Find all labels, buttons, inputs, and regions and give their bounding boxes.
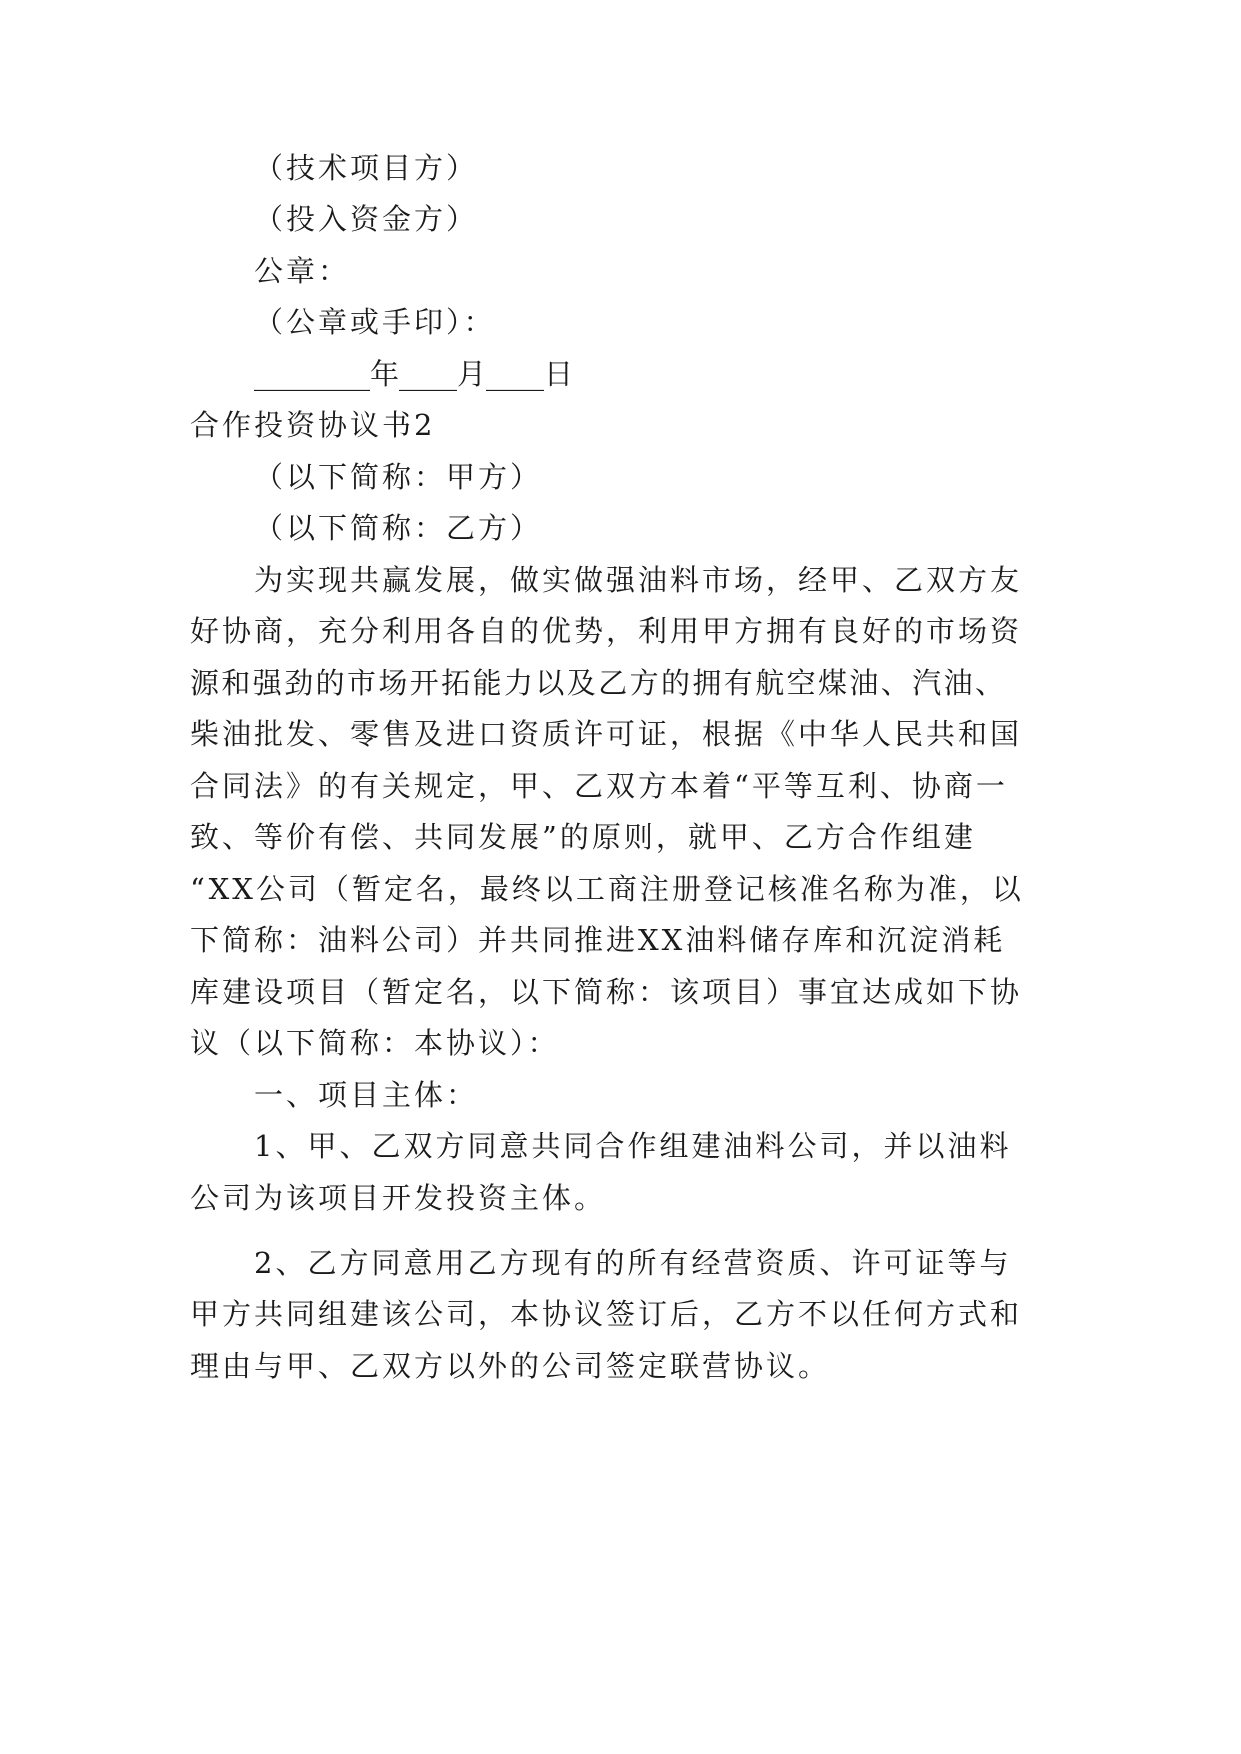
preamble-line: 为实现共赢发展，做实做强油料市场，经甲、乙双方友 <box>254 563 1023 597</box>
date-line: ________年____月____日 <box>254 357 574 391</box>
clause-line: 理由与甲、乙双方以外的公司签定联营协议。 <box>190 1349 831 1383</box>
preamble-line: 好协商，充分利用各自的优势，利用甲方拥有良好的市场资 <box>190 614 1023 648</box>
preamble-line: “XX公司（暂定名，最终以工商注册登记核准名称为准，以 <box>190 872 1024 906</box>
preamble-line: 柴油批发、零售及进口资质许可证，根据《中华人民共和国 <box>190 717 1023 751</box>
clause-line: 1、甲、乙双方同意共同合作组建油料公司，并以油料 <box>254 1129 1012 1163</box>
party-a-line: （以下简称：甲方） <box>254 460 543 494</box>
tech-party-line: （技术项目方） <box>254 151 479 185</box>
fund-party-line: （投入资金方） <box>254 202 479 236</box>
preamble-line: 合同法》的有关规定，甲、乙双方本着“平等互利、协商一 <box>190 769 1008 803</box>
preamble-line: 库建设项目（暂定名，以下简称：该项目）事宜达成如下协 <box>190 975 1023 1009</box>
document-title: 合作投资协议书2 <box>190 408 436 442</box>
preamble-line: 致、等价有偿、共同发展”的原则，就甲、乙方合作组建 <box>190 820 976 854</box>
clause-line: 甲方共同组建该公司，本协议签订后，乙方不以任何方式和 <box>190 1297 1023 1331</box>
preamble-line: 议（以下简称：本协议）： <box>190 1026 560 1060</box>
party-b-line: （以下简称：乙方） <box>254 511 543 545</box>
preamble-line: 源和强劲的市场开拓能力以及乙方的拥有航空煤油、汽油、 <box>190 666 1007 700</box>
clause-line: 公司为该项目开发投资主体。 <box>190 1181 607 1215</box>
seal-or-fingerprint-line: （公章或手印）： <box>254 305 496 339</box>
clause-line: 2、乙方同意用乙方现有的所有经营资质、许可证等与 <box>254 1246 1012 1280</box>
seal-line: 公章： <box>254 254 351 288</box>
preamble-line: 下简称：油料公司）并共同推进XX油料储存库和沉淀消耗 <box>190 923 1006 957</box>
section-heading: 一、项目主体： <box>254 1078 479 1112</box>
